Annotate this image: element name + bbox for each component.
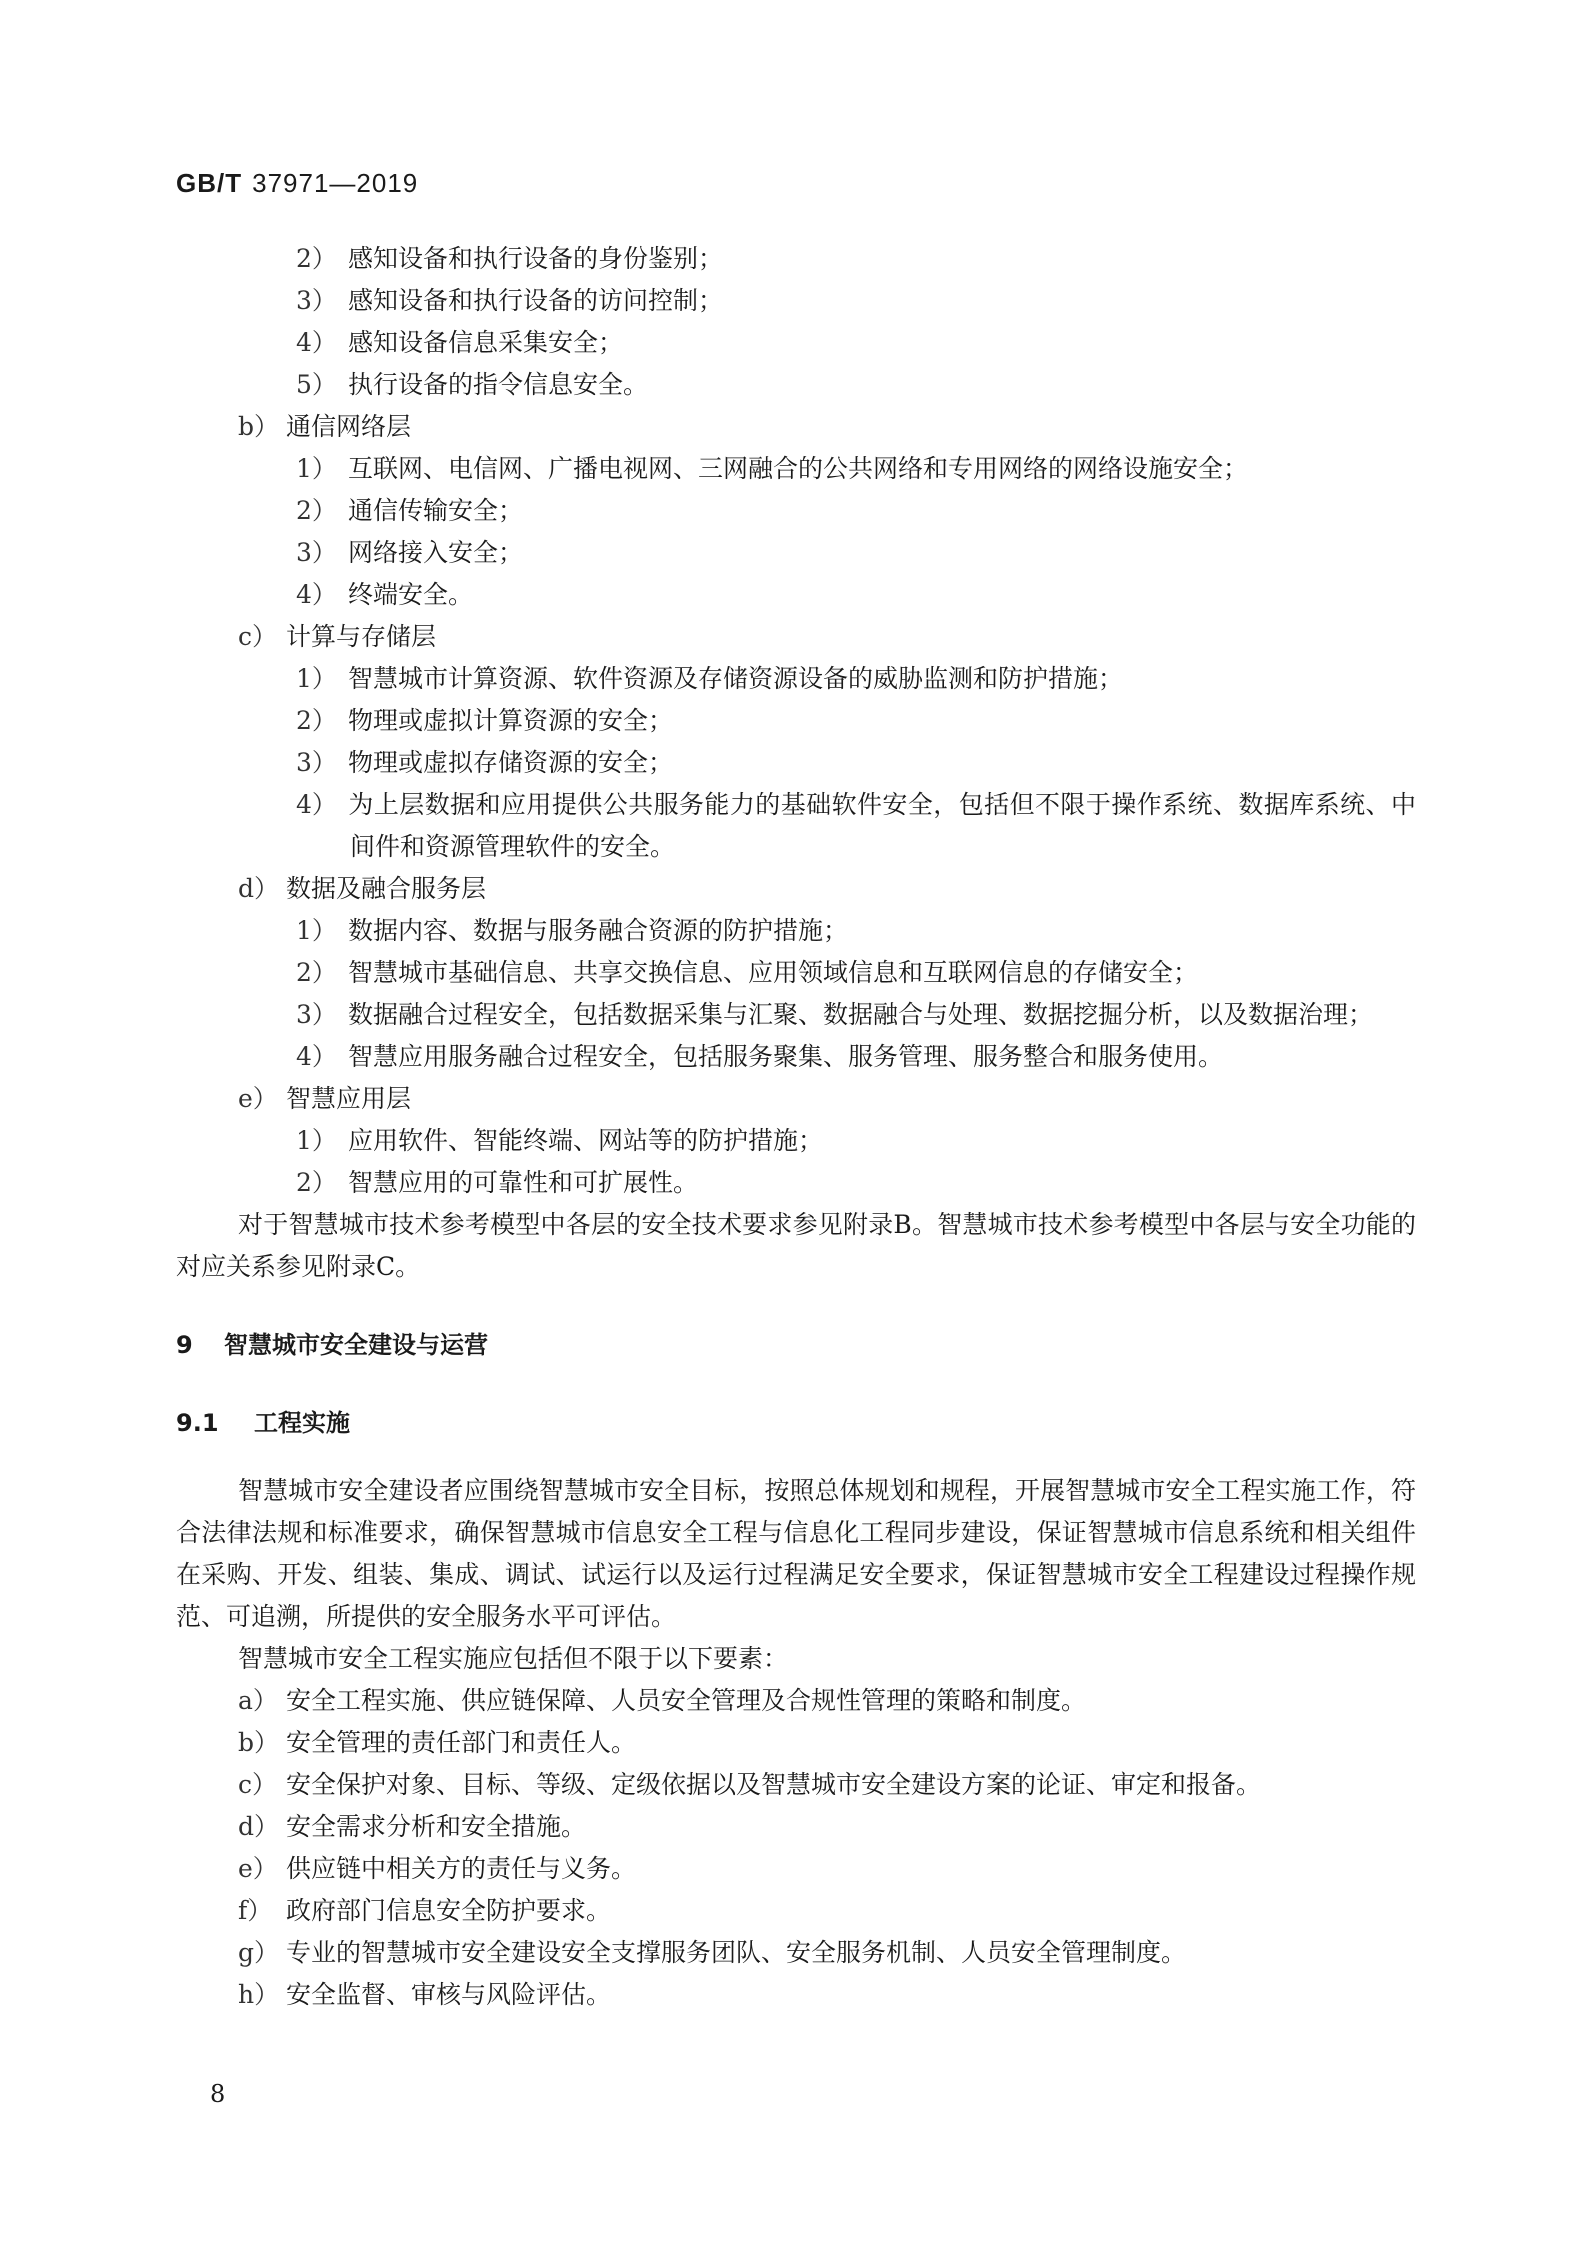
list-item: h） 安全监督、审核与风险评估。 (238, 1980, 612, 2009)
list-item: 4） 智慧应用服务融合过程安全，包括服务聚集、服务管理、服务整合和服务使用。 (296, 1042, 1224, 1071)
list-item: f） 政府部门信息安全防护要求。 (238, 1896, 612, 1925)
section-9-1-paragraph: 智慧城市安全建设者应围绕智慧城市安全目标，按照总体规划和规程，开展智慧城市安全工程实施工作，符合法律法规和标准要求，确保智慧城市信息安全工程与信息化工程同步建设，保证智慧城市信息系统和相关组件在采购、开发、组装、集成、调试、试运行以及运行过程满足安全要求，保证智慧城市安全工程建设过程操作规范、可追溯，所提供的安全服务水平可评估。 (176, 1476, 1416, 1631)
group-heading-c: c） 计算与存储层 (238, 622, 437, 651)
section-9-heading: 9 智慧城市安全建设与运营 (176, 1331, 488, 1359)
list-item: b） 安全管理的责任部门和责任人。 (238, 1728, 637, 1757)
section-9-1-heading: 9.1 工程实施 (176, 1409, 350, 1437)
list-item: 5） 执行设备的指令信息安全。 (296, 370, 649, 399)
list-item: 4） 终端安全。 (296, 580, 474, 609)
group-heading-e: e） 智慧应用层 (238, 1084, 412, 1113)
list-item: 2） 感知设备和执行设备的身份鉴别； (296, 244, 724, 273)
standard-header (176, 168, 418, 199)
page-number: 8 (210, 2080, 226, 2108)
list-item: g） 专业的智慧城市安全建设安全支撑服务团队、安全服务机制、人员安全管理制度。 (238, 1938, 1187, 1967)
list-item: 2） 物理或虚拟计算资源的安全； (296, 706, 674, 735)
list-item: 1） 互联网、电信网、广播电视网、三网融合的公共网络和专用网络的网络设施安全； (296, 454, 1249, 483)
list-item: 2） 通信传输安全； (296, 496, 524, 525)
list-item: 3） 网络接入安全； (296, 538, 524, 567)
list-item: c） 安全保护对象、目标、等级、定级依据以及智慧城市安全建设方案的论证、审定和报备。 (238, 1770, 1262, 1799)
list-item: e） 供应链中相关方的责任与义务。 (238, 1854, 637, 1883)
standard-number: 37971—2019 (252, 168, 419, 198)
standard-code: GB/T (176, 168, 243, 198)
list-item: 1） 数据内容、数据与服务融合资源的防护措施； (296, 916, 849, 945)
list-item: 4） 为上层数据和应用提供公共服务能力的基础软件安全，包括但不限于操作系统、数据库系统、中间件和资源管理软件的安全。 (296, 790, 1416, 861)
list-item: 1） 应用软件、智能终端、网站等的防护措施； (296, 1126, 824, 1155)
list-item: 1） 智慧城市计算资源、软件资源及存储资源设备的威胁监测和防护措施； (296, 664, 1124, 693)
group-heading-b: b） 通信网络层 (238, 412, 412, 441)
list-item: 3） 感知设备和执行设备的访问控制； (296, 286, 724, 315)
list-item: 2） 智慧应用的可靠性和可扩展性。 (296, 1168, 699, 1197)
list-item: 2） 智慧城市基础信息、共享交换信息、应用领域信息和互联网信息的存储安全； (296, 958, 1199, 987)
list-item: a） 安全工程实施、供应链保障、人员安全管理及合规性管理的策略和制度。 (238, 1686, 1087, 1715)
document-body (176, 238, 1416, 2016)
group-heading-d: d） 数据及融合服务层 (238, 874, 487, 903)
section-9-1-intro: 智慧城市安全工程实施应包括但不限于以下要素： (238, 1644, 789, 1673)
list-item: 3） 物理或虚拟存储资源的安全； (296, 748, 674, 777)
list-item: d） 安全需求分析和安全措施。 (238, 1812, 587, 1841)
list-item: 4） 感知设备信息采集安全； (296, 328, 624, 357)
reference-paragraph: 对于智慧城市技术参考模型中各层的安全技术要求参见附录B。智慧城市技术参考模型中各层与安全功能的对应关系参见附录C。 (176, 1210, 1416, 1281)
list-item: 3） 数据融合过程安全，包括数据采集与汇聚、数据融合与处理、数据挖掘分析，以及数据治理； (296, 1000, 1374, 1029)
